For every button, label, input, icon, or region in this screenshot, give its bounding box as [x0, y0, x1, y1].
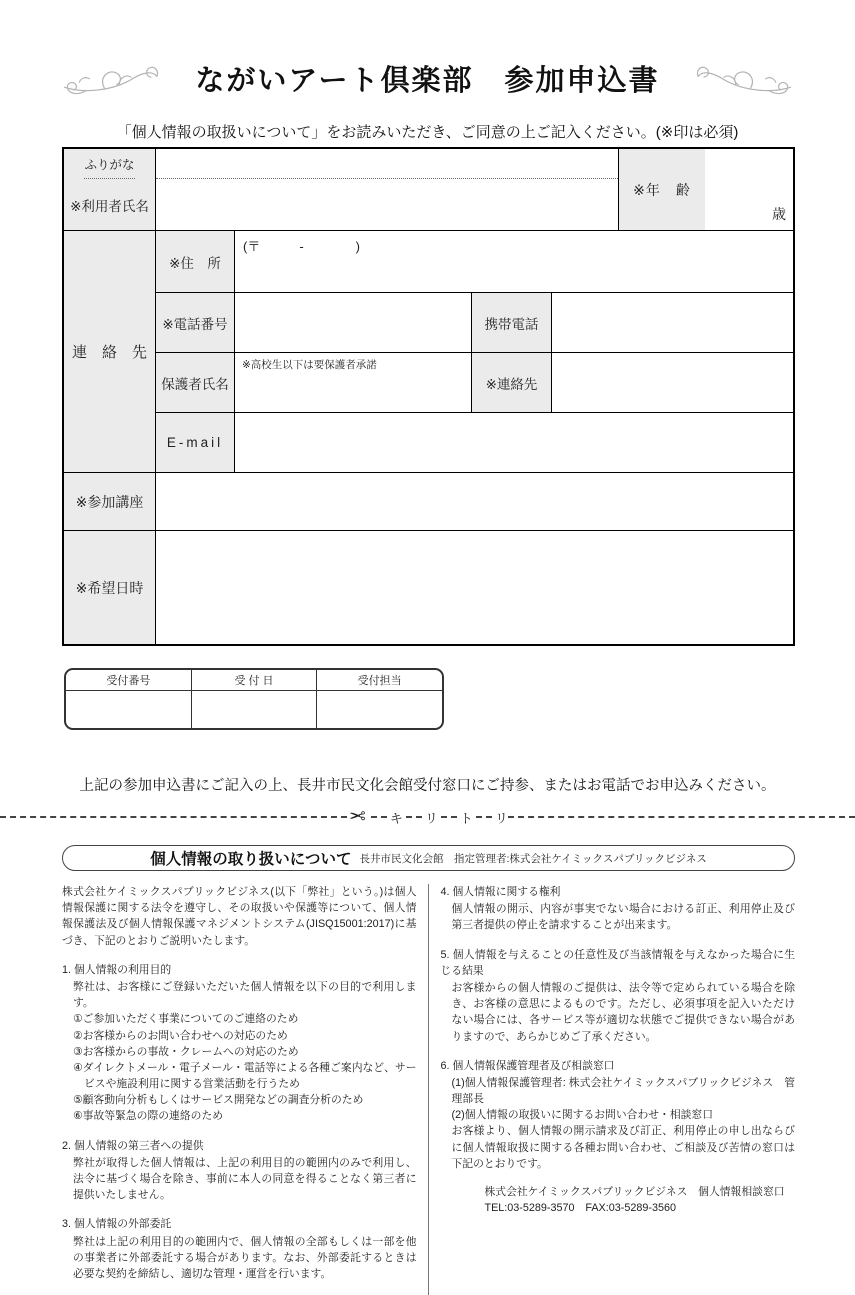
age-unit-label: 歳	[772, 206, 786, 222]
privacy-manager-info: 長井市民文化会館 指定管理者:株式会社ケイミックスパブリックビジネス	[359, 852, 707, 865]
reception-number-label: 受付番号	[66, 670, 192, 690]
privacy-contact-block: 株式会社ケイミックスパブリックビジネス 個人情報相談窓口 TEL:03-5289-3570 FAX:03-5289-3560	[484, 1186, 785, 1215]
consent-subtitle: 「個人情報の取扱いについて」をお読みいただき、ご同意の上ご記入ください。(※印は必須)	[116, 124, 739, 141]
reception-staff-label: 受付担当	[357, 675, 402, 687]
email-row	[156, 413, 793, 472]
datetime-label: ※希望日時	[64, 531, 156, 644]
phone-row	[156, 293, 793, 353]
phone-input[interactable]	[235, 293, 472, 352]
course-row	[64, 473, 793, 531]
cut-dash-left	[0, 816, 347, 818]
reception-date-label: 受 付 日	[192, 670, 318, 690]
contact-group	[64, 231, 793, 473]
cutline-char: リ	[424, 810, 438, 826]
page-title: ながいアート倶楽部 参加申込書	[195, 64, 660, 97]
privacy-right-column	[428, 884, 796, 1295]
guardian-note: ※高校生以下は要保護者承諾	[242, 359, 377, 371]
furigana-label: ふりがな	[84, 149, 134, 179]
reception-header	[66, 670, 442, 691]
reception-table	[64, 668, 444, 730]
contact-stack	[156, 231, 793, 472]
privacy-left-column	[62, 884, 428, 1295]
reception-staff-input[interactable]	[317, 691, 442, 728]
datetime-input[interactable]	[156, 531, 793, 644]
application-form-table	[62, 147, 795, 646]
privacy-columns	[62, 884, 795, 1295]
datetime-row	[64, 531, 793, 644]
name-label-cell	[64, 149, 156, 230]
privacy-section-3: 3. 個人情報の外部委託 弊社は上記の利用目的の範囲内で、個人情報の全部もしくは一部を他の事業者に外部委託する場合があります。なお、外部委託するときは必要な契約を締結し、適切な管理・運営を行います。	[62, 1218, 417, 1280]
guardian-contact-input[interactable]	[552, 353, 793, 412]
email-label: E-mail	[156, 413, 235, 472]
user-name-label: ※利用者氏名	[70, 198, 149, 214]
privacy-header	[62, 845, 795, 871]
name-age-row	[64, 149, 793, 231]
course-input[interactable]	[156, 473, 793, 530]
reception-number-input[interactable]	[66, 691, 192, 728]
title-row	[0, 55, 855, 101]
privacy-section-2: 2. 個人情報の第三者への提供 弊社が取得した個人情報は、上記の利用目的の範囲内のみで利用し、法令に基づく場合を除き、事前に本人の同意を得ることなく第三者に提供いたしません。	[62, 1139, 417, 1202]
privacy-title: 個人情報の取り扱いについて	[150, 851, 352, 868]
guardian-row	[156, 353, 793, 413]
scissors-icon: ✂	[349, 806, 366, 828]
age-input[interactable]	[705, 149, 793, 230]
privacy-section-6: 6. 個人情報保護管理者及び相談窓口 (1)個人情報保護管理者: 株式会社ケイミックスパブリックビジネス 管理部長 (2)個人情報の取扱いに関するお問い合わせ・相談窓口 お客様より、個人情報の開示請求及び訂正、利用停止の申し出ならびに個人情報取扱に関する各種お問い合わせ、ご相談及び苦情の窓口は下記のとおりです。 株式会社ケイミックスパブリックビジネス 個人情報相談窓口 TEL:03-5289-3570 FAX:03-5289-3560	[441, 1058, 796, 1217]
phone-label: ※電話番号	[156, 293, 235, 352]
cut-dash-right	[508, 816, 855, 818]
cutline-char: ト	[459, 810, 473, 826]
privacy-section-4: 4. 個人情報に関する権利 個人情報の開示、内容が事実でない場合における訂正、利用停止及び第三者提供の停止を請求することが出来ます。	[440, 886, 795, 932]
cutline-char: リ	[494, 810, 508, 826]
course-label: ※参加講座	[64, 473, 156, 530]
flourish-ornament-right	[694, 55, 794, 101]
guardian-name-input[interactable]	[235, 353, 472, 412]
postal-code-mark: (〒 - )	[243, 239, 360, 254]
guardian-contact-label: ※連絡先	[472, 353, 552, 412]
address-label: ※住 所	[156, 231, 235, 292]
privacy-section-1: 1. 個人情報の利用目的 弊社は、お客様にご登録いただいた個人情報を以下の目的で利用します。 ①ご参加いただく事業についてのご連絡のため ②お客様からのお問い合わせへの対応のため ③お客様からの事故・クレームへの対応のため ④ダイレクトメール・電子メール・電話等による各種ご案内など、サービスや施設利用に関する営業活動を行うため ⑤顧客動向分析もしくはサービス開発などの調査分析のため ⑥事故等緊急の際の連絡のため	[62, 963, 417, 1123]
age-label: ※年 齢	[619, 149, 705, 230]
address-input[interactable]	[235, 231, 793, 292]
mobile-input[interactable]	[552, 293, 793, 352]
user-name-input[interactable]	[156, 149, 619, 230]
email-input[interactable]	[235, 413, 793, 472]
reception-date-input[interactable]	[192, 691, 318, 728]
furigana-input[interactable]	[156, 149, 618, 179]
flourish-ornament-left	[61, 55, 161, 101]
reception-body	[66, 691, 442, 728]
privacy-intro: 株式会社ケイミックスパブリックビジネス(以下「弊社」という。)は個人情報保護に関する法令を遵守し、その取扱いや保護等について、個人情報保護法及び個人情報保護マネジメントシステム(JISQ15001:2017)に基づき、下記のとおりご説明いたします。	[62, 886, 417, 947]
guardian-label: 保護者氏名	[156, 353, 235, 412]
submit-instruction: 上記の参加申込書にご記入の上、長井市民文化会館受付窓口にご持参、またはお電話でお申込みください。	[79, 778, 776, 794]
privacy-section-5: 5. 個人情報を与えることの任意性及び当該情報を与えなかった場合に生じる結果 お客様からの個人情報のご提供は、法令等で定められている場合を除き、お客様の意思によるものです。ただし、必須事項を記入いただけない場合には、各サービス等が適切な状態でご提供できない場合がありますので、あらかじめご了承ください。	[440, 948, 795, 1043]
contact-group-label: 連 絡 先	[64, 231, 156, 472]
cutline-char: キ	[389, 810, 403, 826]
mobile-label: 携帯電話	[472, 293, 552, 352]
address-row	[156, 231, 793, 293]
cut-line	[0, 806, 855, 828]
